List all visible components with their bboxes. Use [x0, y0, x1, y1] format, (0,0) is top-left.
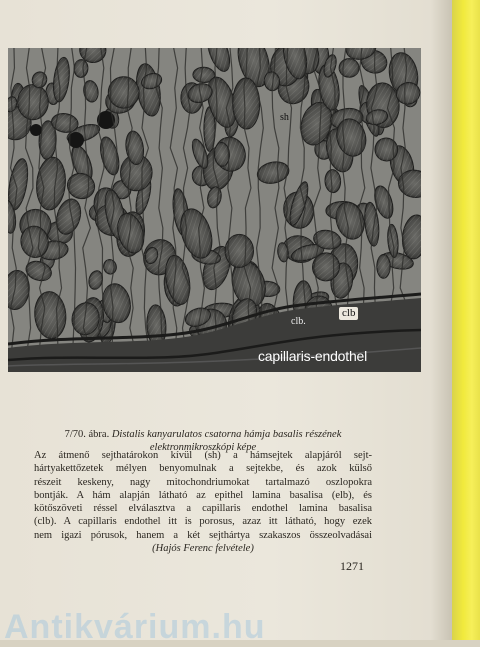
label-capillaris-endothel: capillaris-endothel — [258, 348, 368, 364]
micrograph-image — [8, 48, 421, 372]
label-clb-right: clb — [339, 307, 358, 320]
text-line-credit: (Hajós Ferenc felvétele) — [152, 543, 254, 555]
figure-number: 7/70. ábra. — [64, 429, 110, 440]
label-sh: sh — [280, 112, 289, 123]
text-line: Az átmenő sejthatárokon kívül (sh) a hámsejtek alapjáról sejt- — [34, 450, 372, 461]
text-line: kötőszöveti réssel elválasztva a capillaris endothel lamina basalisa — [34, 503, 372, 515]
page-number: 1271 — [340, 559, 364, 573]
text-line: részeit keskeny, nagy mitochondriumokat tartalmazó oszlopokra — [34, 476, 372, 488]
text-line: bontják. A hám alapján látható az epithel lamina basalisa (elb), és — [34, 489, 372, 501]
page-edge-shadow — [430, 0, 452, 640]
yellow-bookmark-strip — [452, 0, 480, 640]
watermark: Antikvárium.hu — [4, 608, 266, 646]
text-line: hártyakettőzetek mélyen benyomulnak a sejtekbe, és azok külső — [34, 463, 372, 475]
text-line: (clb). A capillaris endothel itt is porosus, azaz itt látható, hogy ezek — [34, 516, 372, 528]
label-clb-left: clb. — [291, 316, 306, 327]
electron-micrograph — [8, 48, 421, 372]
body-paragraph — [34, 449, 372, 555]
text-line: nem igazi pórusok, hanem a két sejthártya szakaszos összeolvadásai — [34, 529, 372, 541]
figure-title: Distalis kanyarulatos csatorna hámja basalis részének elektronmikroszkópi képe — [111, 429, 342, 453]
